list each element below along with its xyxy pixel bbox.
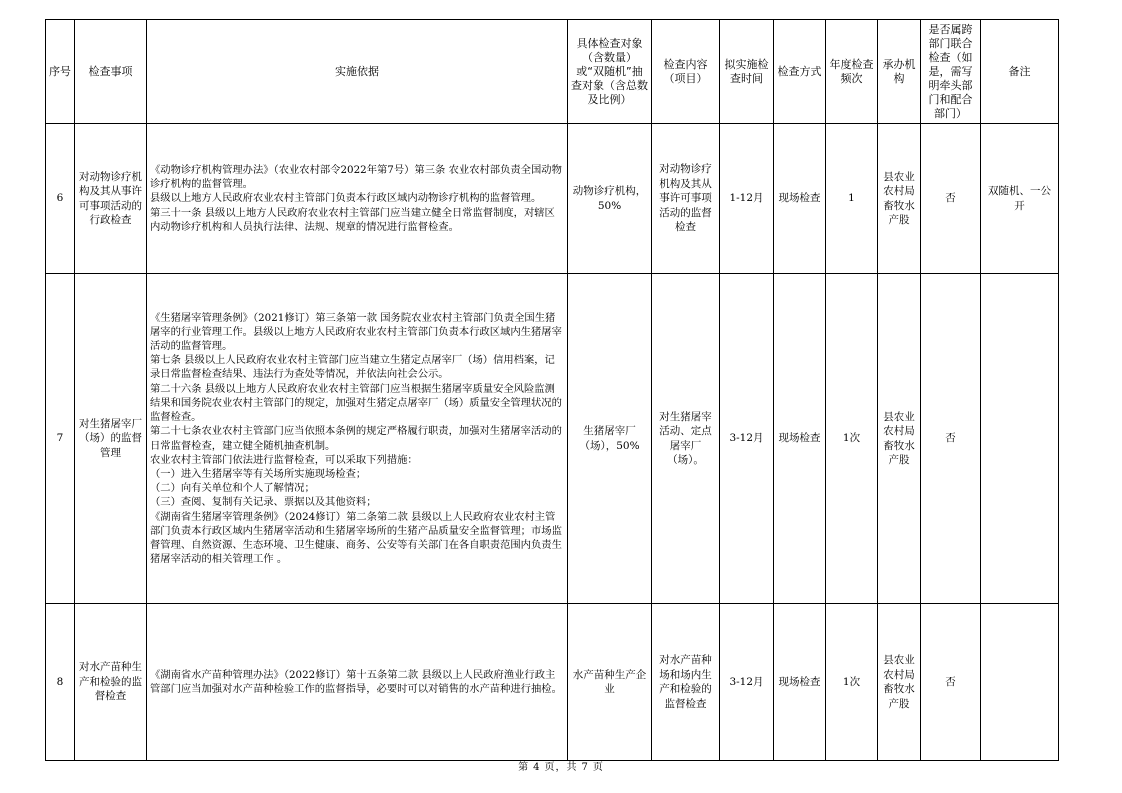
cell-content: 对动物诊疗机构及其从事许可事项活动的监督检查 [652,124,720,274]
header-basis: 实施依据 [147,20,568,124]
cell-note [981,274,1059,604]
header-item: 检查事项 [75,20,147,124]
footer-page-number: 4 [533,762,541,773]
cell-target: 动物诊疗机构，50% [568,124,652,274]
cell-basis [147,604,568,761]
cell-joint: 否 [921,124,981,274]
cell-method: 现场检查 [774,604,826,761]
header-dept: 承办机构 [878,20,921,124]
cell-seq: 7 [46,274,75,604]
basis-line: 第二十六条 县级以上地方人民政府农业农村主管部门应当根据生猪屠宰质量安全风险监测结果和国务院农业农村主管部门的规定，加强对生猪定点屠宰厂（场）质量安全管理状况的监督检查。 [150,382,562,424]
basis-line: （三）查阅、复制有关记录、票据以及其他资料； [150,496,377,509]
cell-time: 3-12月 [720,604,774,761]
header-freq: 年度检查频次 [826,20,878,124]
footer-total-unit: 页 [592,762,604,773]
header-note: 备注 [981,20,1059,124]
table-row [46,124,1059,274]
page-footer [0,758,1122,773]
cell-note [981,604,1059,761]
cell-basis [147,124,568,274]
cell-method: 现场检查 [774,274,826,604]
basis-line: （二）向有关单位和个人了解情况； [150,482,315,495]
basis-line: 第二十七条农业农村主管部门应当依照本条例的规定严格履行职责，加强对生猪屠宰活动的日常监督检查，建立健全随机抽查机制。 [150,425,562,452]
footer-page-label: 第 [518,762,530,773]
basis-line: 《湖南省水产苗种管理办法》（2022修订）第十五条第二款 县级以上人民政府渔业行政主管部门应当加强对水产苗种检验工作的监督指导，必要时可以对销售的水产苗种进行抽检。 [150,668,562,695]
table-row [46,604,1059,761]
footer-total-pages: 7 [581,762,589,773]
cell-seq: 8 [46,604,75,761]
cell-time: 1-12月 [720,124,774,274]
cell-content: 对水产苗种场和场内生产和检验的监督检查 [652,604,720,761]
cell-freq: 1 [826,124,878,274]
cell-dept: 县农业农村局畜牧水产股 [878,124,921,274]
header-content: 检查内容（项目） [652,20,720,124]
cell-freq: 1次 [826,604,878,761]
header-target: 具体检查对象（含数量）或“双随机”抽查对象（含总数及比例） [568,20,652,124]
header-method: 检查方式 [774,20,826,124]
header-joint: 是否属跨部门联合检查（如是，需写明牵头部门和配合部门） [921,20,981,124]
cell-time: 3-12月 [720,274,774,604]
table-row [46,274,1059,604]
header-time: 拟实施检查时间 [720,20,774,124]
header-seq: 序号 [46,20,75,124]
inspection-table [45,19,1059,761]
basis-line: 《湖南省生猪屠宰管理条例》（2024修订）第二条第二款 县级以上人民政府农业农村主管部门负责本行政区域内生猪屠宰活动和生猪屠宰场所的生猪产品质量安全监督管理；市场监督管理、自然资源、生态环境、卫生健康、商务、公安等有关部门在各自职责范围内负责生猪屠宰活动的相关管理工作 。 [150,510,562,566]
cell-seq: 6 [46,124,75,274]
cell-target: 生猪屠宰厂（场），50% [568,274,652,604]
cell-dept: 县农业农村局畜牧水产股 [878,274,921,604]
basis-line: （一）进入生猪屠宰等有关场所实施现场检查； [150,467,367,480]
basis-line: 县级以上地方人民政府农业农村主管部门负责本行政区域内动物诊疗机构的监督管理。 [150,192,542,205]
cell-item: 对水产苗种生产和检验的监督检查 [75,604,147,761]
cell-note: 双随机、一公开 [981,124,1059,274]
cell-item: 对动物诊疗机构及其从事许可事项活动的行政检查 [75,124,147,274]
basis-line: 农业农村主管部门依法进行监督检查，可以采取下列措施： [150,453,418,466]
basis-line: 第三十一条 县级以上地方人民政府农业农村主管部门应当建立健全日常监督制度，对辖区内动物诊疗机构和人员执行法律、法规、规章的情况进行监督检查。 [150,206,555,233]
header-row [46,20,1059,124]
cell-freq: 1次 [826,274,878,604]
basis-line: 第七条 县级以上人民政府农业农村主管部门应当建立生猪定点屠宰厂（场）信用档案，记录日常监督检查结果、违法行为查处等情况，并依法向社会公示。 [150,354,555,381]
cell-joint: 否 [921,604,981,761]
cell-joint: 否 [921,274,981,604]
cell-basis [147,274,568,604]
cell-method: 现场检查 [774,124,826,274]
basis-line: 《生猪屠宰管理条例》（2021修订）第三条第一款 国务院农业农村主管部门负责全国生猪屠宰的行业管理工作。县级以上地方人民政府农业农村主管部门负责本行政区域内生猪屠宰活动的监督管理。 [150,311,562,353]
cell-target: 水产苗种生产企业 [568,604,652,761]
footer-page-unit: 页，共 [544,762,578,773]
cell-item: 对生猪屠宰厂（场）的监督管理 [75,274,147,604]
cell-content: 对生猪屠宰活动、定点屠宰厂（场）。 [652,274,720,604]
basis-line: 《动物诊疗机构管理办法》（农业农村部令2022年第7号）第三条 农业农村部负责全国动物诊疗机构的监督管理。 [150,163,562,191]
cell-dept: 县农业农村局畜牧水产股 [878,604,921,761]
